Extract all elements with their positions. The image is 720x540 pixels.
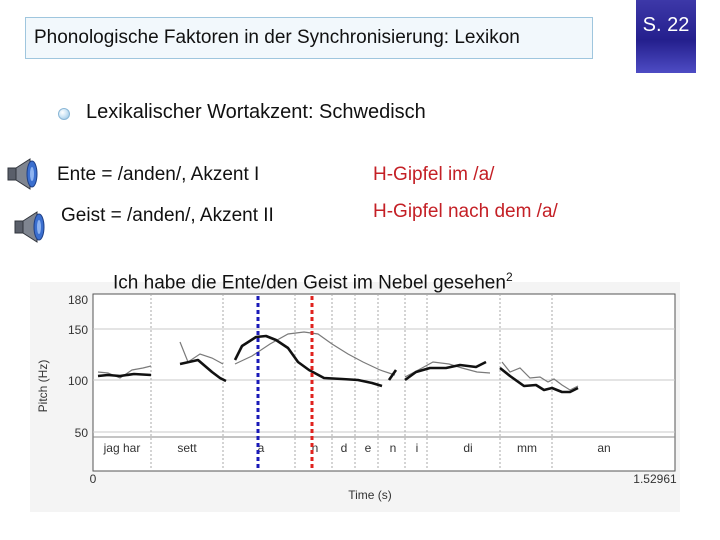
speaker-icon[interactable]	[13, 210, 49, 244]
bullet-text: Lexikalischer Wortakzent: Schwedisch	[86, 101, 426, 123]
y-axis-label: Pitch (Hz)	[36, 359, 50, 413]
ytick-180: 180	[67, 293, 88, 307]
segment-label: e	[364, 441, 372, 455]
peak-ente: H-Gipfel im /a/	[373, 164, 495, 185]
x-axis-start: 0	[89, 472, 97, 486]
example-geist: Geist = /anden/, Akzent II	[61, 205, 274, 226]
speaker-icon[interactable]	[6, 157, 42, 191]
x-axis-label: Time (s)	[348, 488, 392, 502]
ytick-150: 150	[67, 323, 88, 337]
segment-label: n	[389, 441, 397, 455]
segment-label: n	[311, 441, 319, 455]
sentence-footnote: 2	[505, 270, 513, 284]
segment-label: jag har	[103, 441, 141, 455]
segment-label: an	[597, 441, 611, 455]
segment-label: sett	[177, 441, 197, 455]
x-axis-end: 1.52961	[633, 472, 677, 486]
ytick-100: 100	[67, 374, 88, 388]
segment-label: di	[463, 441, 473, 455]
example-ente: Ente = /anden/, Akzent I	[57, 164, 260, 185]
page-number-badge: S. 22	[636, 0, 696, 73]
pitch-contour-plot	[30, 282, 680, 512]
example-sentence: Ich habe die Ente/den Geist im Nebel gesehen$^2$	[113, 270, 513, 294]
bullet-icon	[58, 108, 70, 120]
ytick-50: 50	[74, 426, 88, 440]
segment-label: a	[257, 441, 265, 455]
segment-label: d	[340, 441, 348, 455]
slide-title: Phonologische Faktoren in der Synchronisierung: Lexikon	[34, 27, 520, 48]
segment-label: mm	[517, 441, 537, 455]
title-box	[25, 17, 593, 59]
peak-geist: H-Gipfel nach dem /a/	[373, 201, 558, 222]
segment-label: i	[415, 441, 419, 455]
